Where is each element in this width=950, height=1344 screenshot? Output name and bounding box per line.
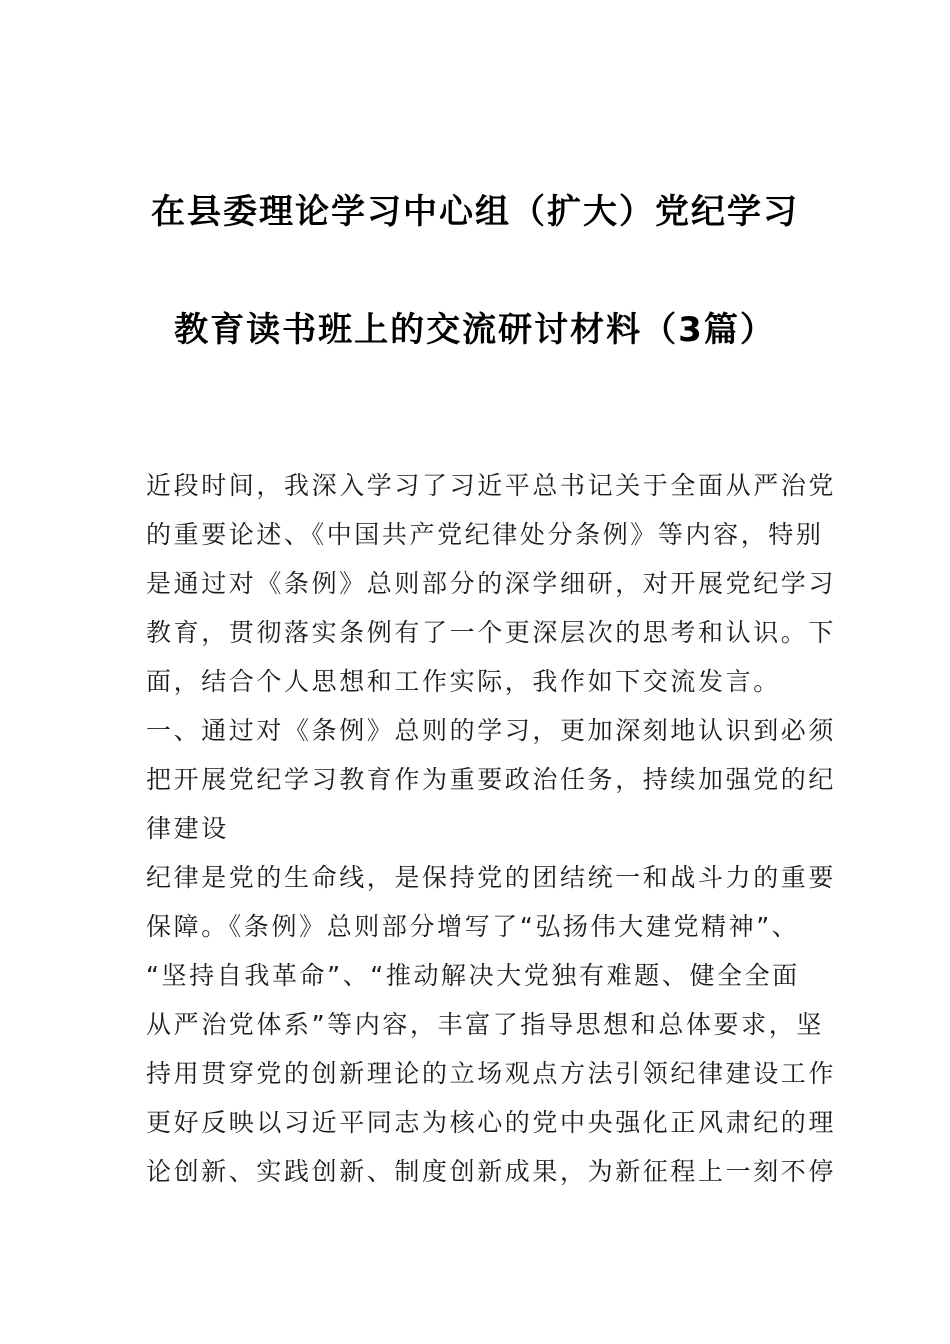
body-line-10: 保障。《条例》总则部分增写了“弘扬伟大建党精神”、 <box>146 912 800 941</box>
section-heading-line-1: 一、通过对《条例》总则的学习，更加深刻地认识到必须 <box>146 716 837 745</box>
body-line-13: 持用贯穿党的创新理论的立场观点方法引领纪律建设工作 <box>146 1059 837 1088</box>
body-line-12: 从严治党体系”等内容，丰富了指导思想和总体要求，坚 <box>146 1010 824 1039</box>
body-line-3: 是通过对《条例》总则部分的深学细研，对开展党纪学习 <box>146 569 837 598</box>
body-line-1: 近段时间，我深入学习了习近平总书记关于全面从严治党 <box>146 471 837 500</box>
body-line-9: 纪律是党的生命线，是保持党的团结统一和战斗力的重要 <box>146 863 837 892</box>
body-line-11: “坚持自我革命”、“推动解决大党独有难题、健全全面 <box>146 961 800 990</box>
section-heading-line-3: 律建设 <box>146 814 229 843</box>
document-title-line-2: 教育读书班上的交流研讨材料（3篇） <box>174 310 776 350</box>
body-line-4: 教育，贯彻落实条例有了一个更深层次的思考和认识。下 <box>146 618 837 647</box>
body-line-15: 论创新、实践创新、制度创新成果，为新征程上一刻不停 <box>146 1157 837 1186</box>
body-line-5: 面，结合个人思想和工作实际，我作如下交流发言。 <box>146 667 781 696</box>
document-title-line-1: 在县委理论学习中心组（扩大）党纪学习 <box>151 192 799 232</box>
body-line-2: 的重要论述、《中国共产党纪律处分条例》等内容，特别 <box>146 520 824 549</box>
body-line-14: 更好反映以习近平同志为核心的党中央强化正风肃纪的理 <box>146 1108 837 1137</box>
section-heading-line-2: 把开展党纪学习教育作为重要政治任务，持续加强党的纪 <box>146 765 837 794</box>
